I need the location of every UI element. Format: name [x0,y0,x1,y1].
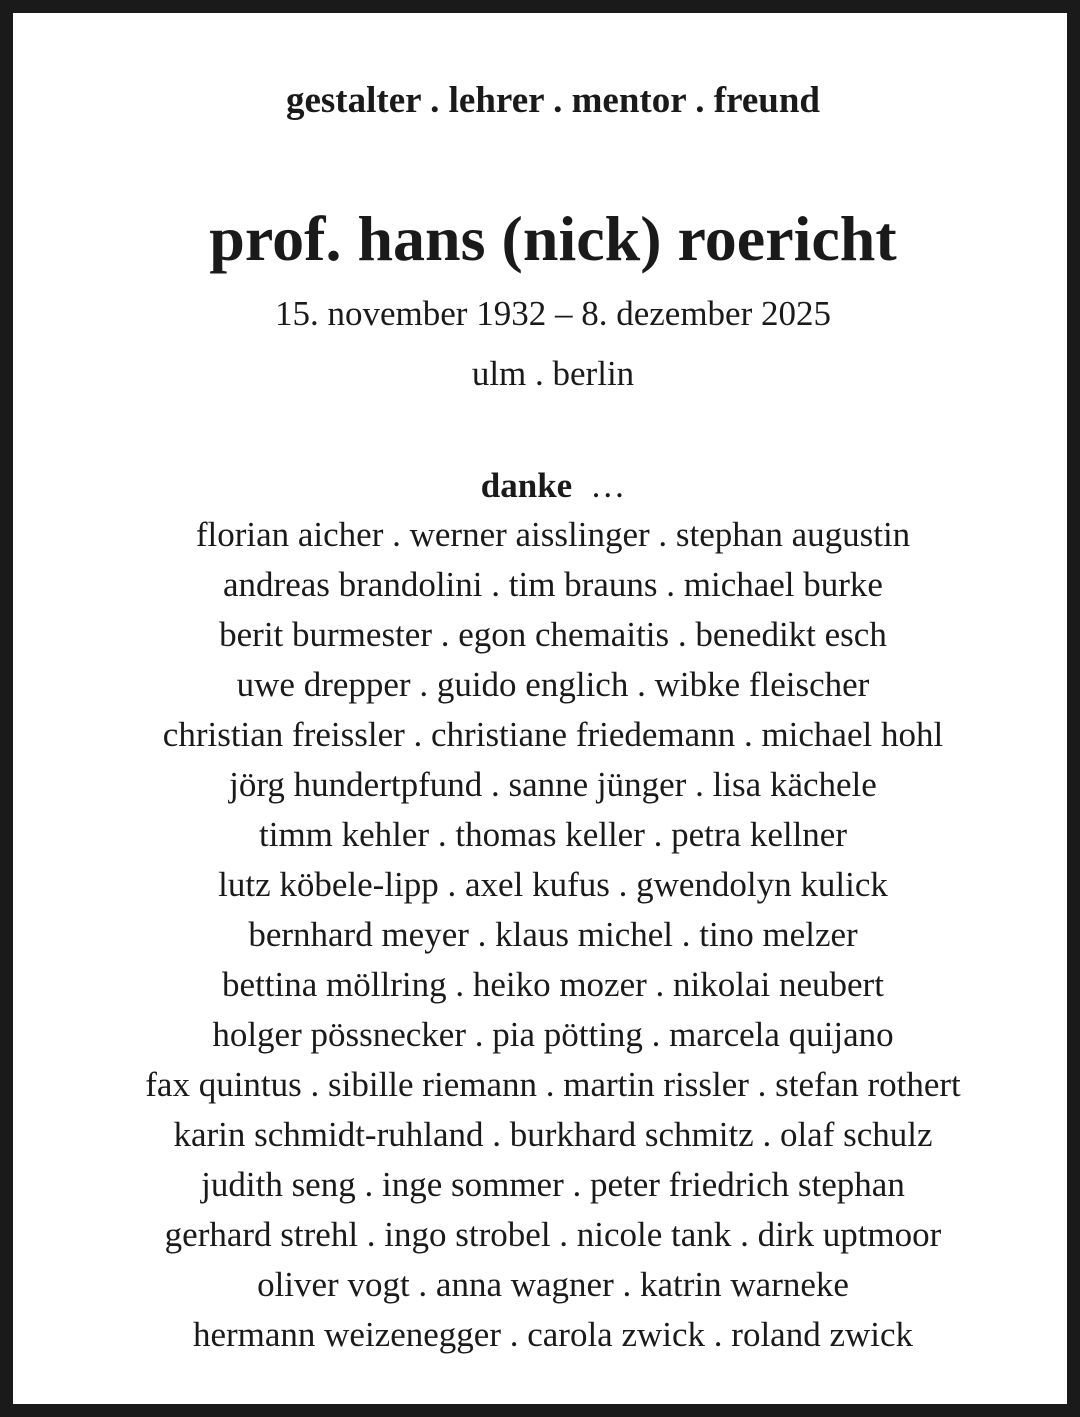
names-list [13,510,1080,1360]
names-line: florian aicher . werner aisslinger . stephan augustin [195,515,911,554]
deceased-name: prof. hans (nick) roericht [209,203,897,274]
names-line: gerhard strehl . ingo strobel . nicole tank . dirk uptmoor [164,1215,942,1254]
names-line: oliver vogt . anna wagner . katrin warneke [257,1265,849,1304]
names-line: lutz köbele-lipp . axel kufus . gwendolyn kulick [218,865,888,904]
names-line: fax quintus . sibille riemann . martin rissler . stefan rothert [145,1065,961,1104]
names-line: timm kehler . thomas keller . petra kellner [259,815,847,854]
names-line: judith seng . inge sommer . peter friedrich stephan [201,1165,905,1204]
places-line: ulm . berlin [471,354,635,393]
thanks-heading [13,463,1080,509]
thanks-ellipsis: … [590,466,626,505]
names-line: karin schmidt-ruhland . burkhard schmitz . olaf schulz [173,1115,933,1154]
life-dates: 15. november 1932 – 8. dezember 2025 [275,294,831,333]
names-line: bettina möllring . heiko mozer . nikolai neubert [222,965,884,1004]
names-line: holger pössnecker . pia pötting . marcela quijano [212,1015,894,1054]
names-line: christian freissler . christiane friedemann . michael hohl [162,715,944,754]
names-line: hermann weizenegger . carola zwick . roland zwick [192,1315,914,1354]
names-line: bernhard meyer . klaus michel . tino melzer [248,915,858,954]
names-line: uwe drepper . guido englich . wibke fleischer [236,665,870,704]
names-line: jörg hundertpfund . sanne jünger . lisa kächele [229,765,877,804]
thanks-word: danke [480,466,573,505]
names-line: andreas brandolini . tim brauns . michael burke [223,565,883,604]
names-line: berit burmester . egon chemaitis . benedikt esch [219,615,887,654]
roles-line: gestalter . lehrer . mentor . freund [285,80,820,121]
